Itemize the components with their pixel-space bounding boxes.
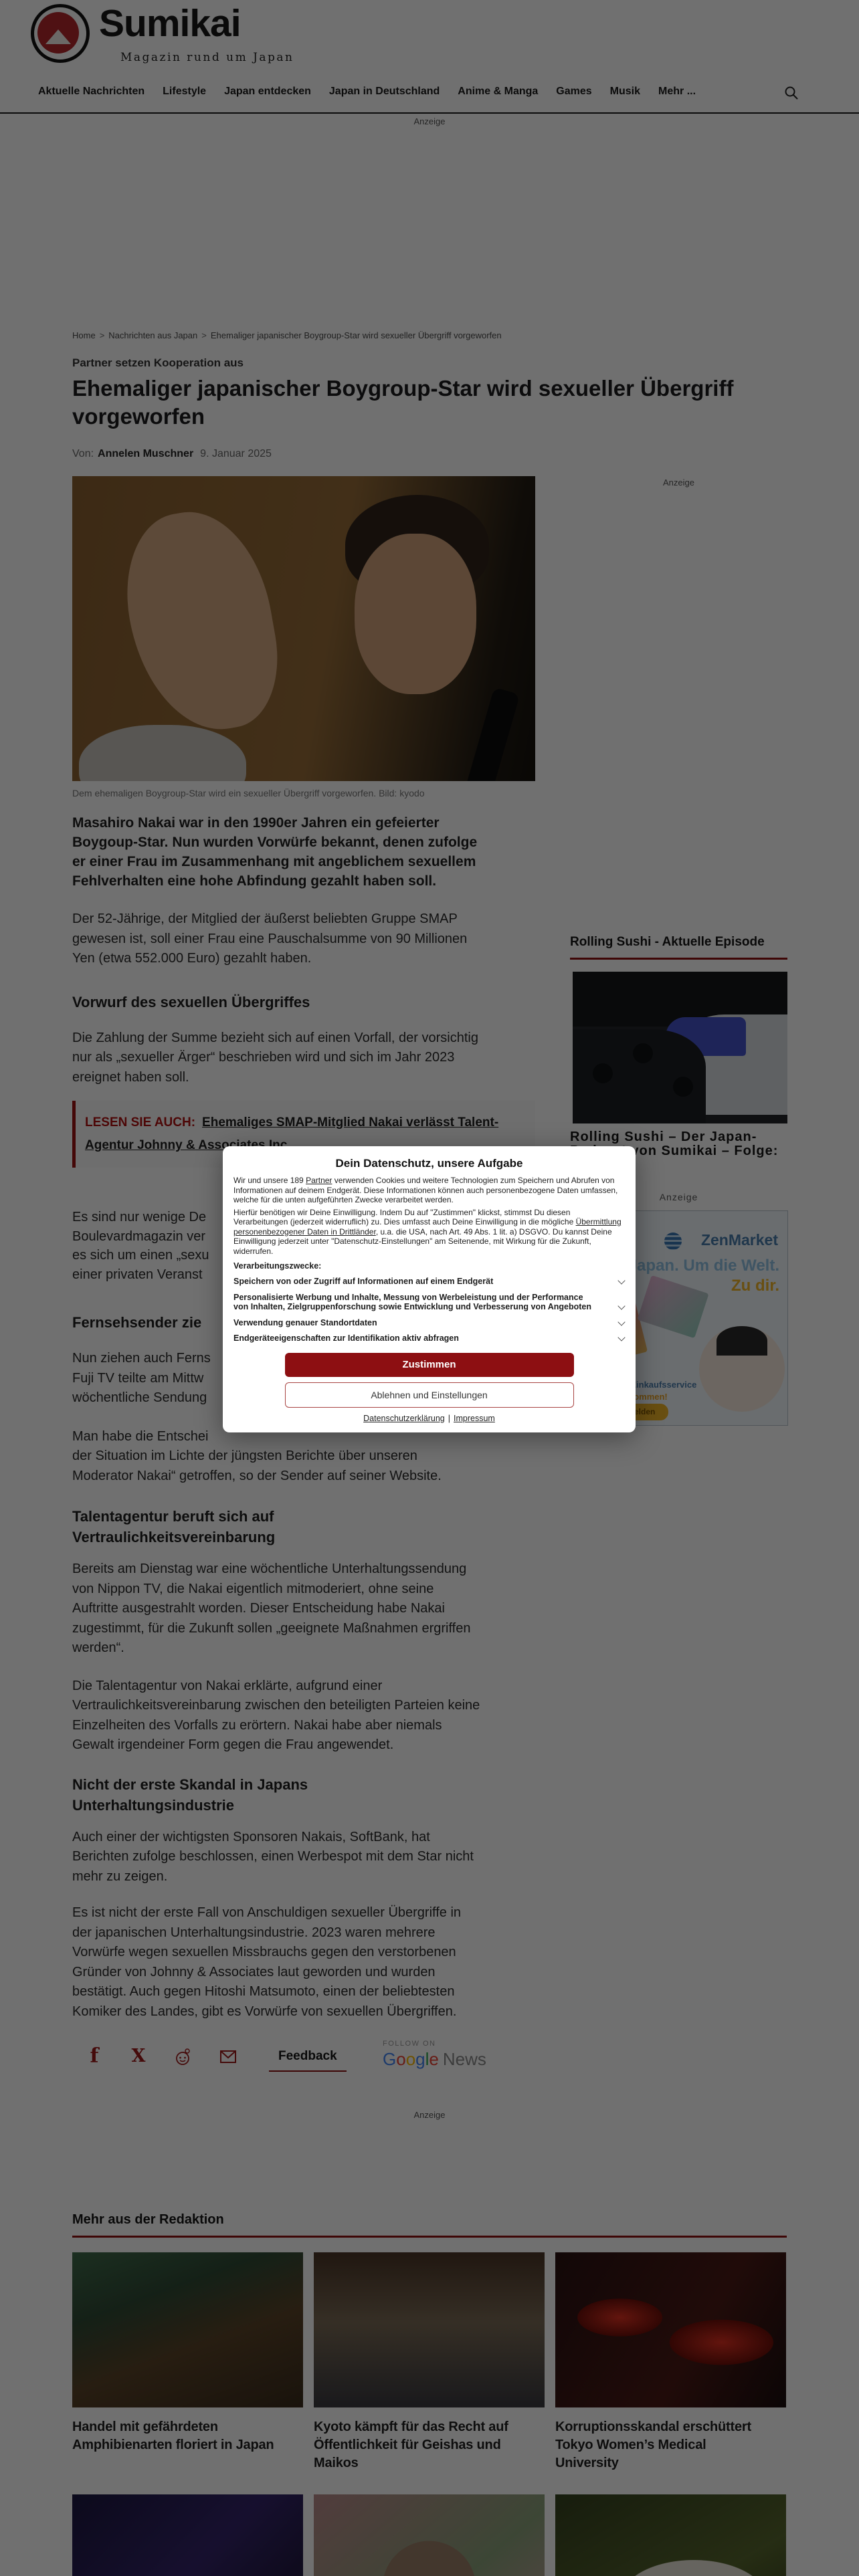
reject-settings-button[interactable]: Ablehnen und Einstellungen xyxy=(285,1382,574,1408)
consent-dialog xyxy=(223,1146,636,1432)
consent-title: Dein Datenschutz, unsere Aufgabe xyxy=(335,1157,523,1170)
third-country-transfer-link[interactable]: Übermittlung personenbezogener Daten in Drittländer xyxy=(233,1217,622,1237)
consent-p2-text: Hierfür benötigen wir Deine Einwilligung. Indem Du auf "Zustimmen" klickst, stimmst Du diesen Verarbeitungen (jederzeit widerruflich) zu. Dies umfasst auch Deine Einwilligung in die mögliche xyxy=(233,1207,576,1226)
chevron-down-icon[interactable] xyxy=(618,1319,625,1326)
purpose-label: Endgeräteeigenschaften zur Identifikation aktiv abfragen xyxy=(233,1333,459,1343)
consent-p1-text: Wir und unsere 189 xyxy=(233,1176,306,1185)
chevron-down-icon[interactable] xyxy=(618,1303,625,1310)
partner-link[interactable]: Partner xyxy=(306,1176,332,1185)
consent-paragraph-2 xyxy=(233,1208,625,1257)
imprint-link[interactable]: Impressum xyxy=(454,1413,495,1423)
purpose-label: Speichern von oder Zugriff auf Informationen auf einem Endgerät xyxy=(233,1277,494,1286)
chevron-down-icon[interactable] xyxy=(618,1278,625,1285)
link-separator: | xyxy=(448,1413,451,1423)
consent-footer-links xyxy=(233,1414,625,1423)
chevron-down-icon[interactable] xyxy=(618,1335,625,1341)
consent-p1-text: verwenden Cookies und weitere Technologien zum Speichern und Abrufen von Informationen auf deinem Endgerät. Diese Informationen können auch personenbezogene Daten umfassen, welche für die unten aufgeführten Zwecke verarbeitet werden. xyxy=(233,1176,618,1204)
accept-button[interactable]: Zustimmen xyxy=(285,1353,574,1377)
consent-p2-text: , u.a. die USA, nach Art. 49 Abs. 1 lit. a) DSGVO. Du kannst Deine Einwilligung jederzeit unter "Datenschutz-Einstellungen" am Seitenende, mit Wirkung für die Zukunft, widerrufen. xyxy=(233,1226,612,1256)
purpose-geolocation[interactable] xyxy=(233,1318,625,1328)
purpose-label: Personalisierte Werbung und Inhalte, Messung von Werbeleistung und der Performance von Inhalten, Zielgruppenforschung sowie Entwicklung und Verbesserung von Angeboten xyxy=(233,1292,591,1311)
purpose-label: Verwendung genauer Standortdaten xyxy=(233,1317,377,1327)
purpose-storage-access[interactable] xyxy=(233,1277,625,1287)
purpose-device-scan[interactable] xyxy=(233,1333,625,1344)
processing-purposes-label: Verarbeitungszwecke: xyxy=(233,1261,322,1271)
consent-paragraph-1 xyxy=(233,1176,625,1205)
privacy-policy-link[interactable]: Datenschutzerklärung xyxy=(363,1413,445,1423)
purpose-personalized-ads[interactable] xyxy=(233,1293,625,1312)
